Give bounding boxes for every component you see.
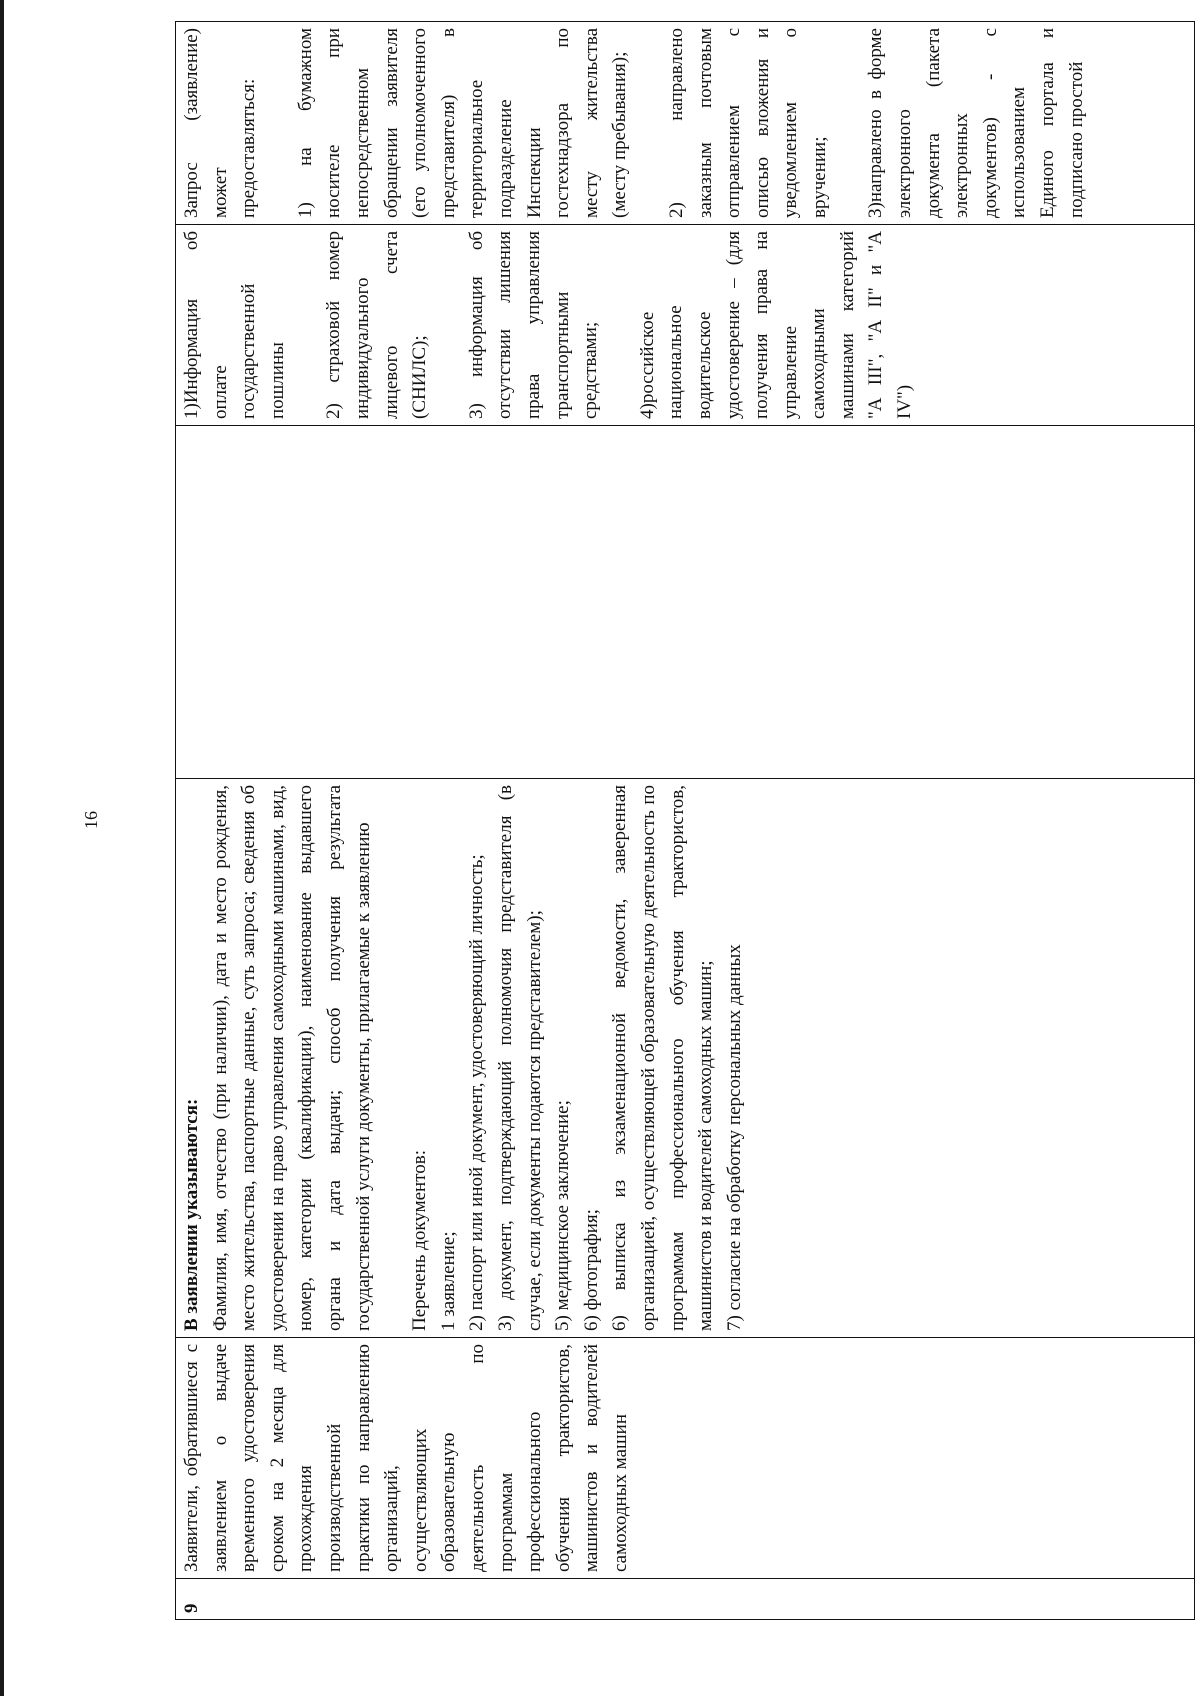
document-item: 6) выписка из экзаменационной ведомости, заверенная организацией, осуществляющей образовательную деятельность по программам профессионального обучения трактористов, машинистов и водителей самоходных машин; — [609, 785, 717, 1331]
spacer — [834, 28, 862, 218]
interagency-docs-cell — [176, 225, 1195, 426]
application-content-cell — [176, 779, 1195, 1338]
submission-methods-cell — [176, 22, 1195, 225]
submission-intro: Запрос (заявление) может предоставляться: — [181, 28, 260, 218]
document-item: 6) фотография; — [580, 1209, 602, 1331]
spacer — [635, 28, 663, 218]
content-heading: В заявлении указываются: — [181, 1098, 202, 1331]
document-item: 5) медицинское заключение; — [552, 1100, 574, 1331]
spacer — [264, 28, 292, 218]
applicants-cell — [176, 1338, 1195, 1579]
spacer — [378, 785, 406, 1331]
submission-method-item: 2) направлено заказным почтовым отправлением с описью вложения и уведомлением о вручении; — [665, 28, 830, 218]
spacer — [292, 231, 320, 419]
interagency-doc-item: 4)российское национальное водительское удостоверение – (для получения права на управление самоходными машинами категорий "А III", "А II" и "А IV") — [636, 231, 916, 419]
document-item: 3) документ, подтверждающий полномочия представителя (в случае, если документы подаются представителем); — [494, 785, 545, 1331]
interagency-doc-item: 3) информация об отсутствии лишения права управления транспортными средствами; — [465, 231, 602, 419]
interagency-doc-item: 1)Информация об оплате государственной пошлины — [181, 231, 288, 419]
document-item: 7) согласие на обработку персональных данных — [723, 944, 745, 1331]
spacer — [435, 231, 463, 419]
content-intro: Фамилия, имя, отчество (при наличии), дата и место рождения, место жительства, паспортные данные, суть запроса; сведения об удостоверении на право управления самоходными машинами, вид, номер, категории (квалификации), наименование выдавшего органа и дата выдачи; способ получения результата государственной услуги документы, прилагаемые к заявлению — [209, 785, 374, 1331]
row-number: 9 — [176, 1579, 1195, 1620]
document-item: 1 заявление; — [437, 1231, 459, 1331]
scan-edge-mark — [0, 0, 4, 1696]
documents-heading: Перечень документов: — [409, 1150, 431, 1331]
empty-cell — [176, 426, 1195, 779]
table-row — [176, 22, 1195, 1620]
document-item: 2) паспорт или иной документ, удостоверяющий личность; — [466, 854, 488, 1331]
page-number: 16 — [81, 811, 101, 829]
interagency-doc-item: 2) страховой номер индивидуального лицевого счета (СНИЛС); — [323, 231, 431, 419]
submission-method-item: 1) на бумажном носителе при непосредственном обращении заявителя (его уполномоченного представителя) в территориальное подразделение Инспекции гостехнадзора по месту жительства (месту пребывания); — [294, 28, 631, 218]
submission-method-item: 3)направлено в форме электронного документа (пакета электронных документов) - с использованием Единого портала и подписано простой — [865, 28, 1087, 218]
spacer — [606, 231, 634, 419]
services-table — [175, 21, 1195, 1620]
rotated-page — [175, 28, 1195, 1620]
applicants-text: Заявители, обратившиеся с заявлением о выдаче временного удостоверения сроком на 2 месяца для прохождения производственной практики по направлению организаций, осуществляющих образовательную деятельность по программам профессионального обучения трактористов, машинистов и водителей самоходных машин — [181, 1344, 631, 1572]
